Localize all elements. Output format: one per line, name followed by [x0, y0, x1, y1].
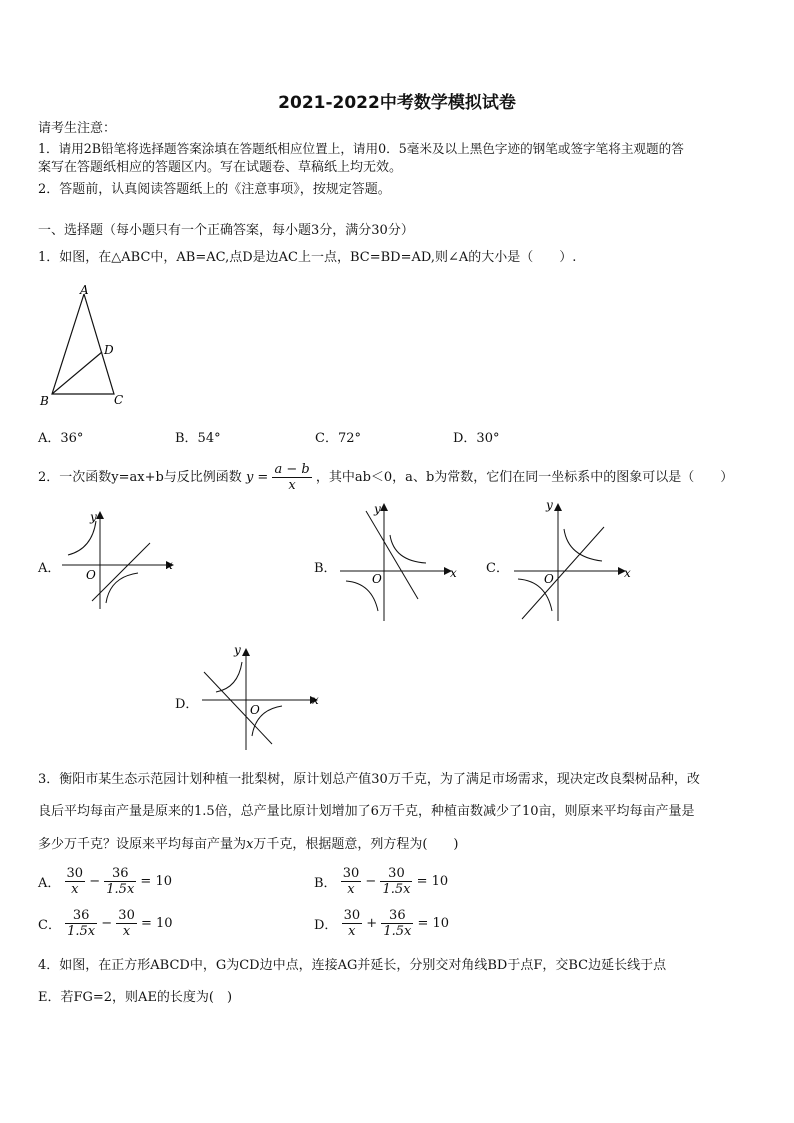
fraction-1: $\frac{30}{x}$ — [66, 866, 84, 897]
equation-rhs: = 10 — [417, 916, 450, 931]
q3-line3-a: 多少万千克？设原来平均每亩产量为 — [38, 837, 247, 852]
operator: − — [101, 916, 113, 931]
origin-label: O — [544, 572, 554, 586]
question-3-line-1: 3．衡阳市某生态示范园计划种植一批梨树，原计划总产值30万千克，为了满足市场需求，现决定改良梨树品种，改 — [38, 772, 700, 787]
q2-graph-c — [508, 495, 638, 625]
q2-frac-numerator: a − b — [274, 462, 310, 477]
notice-line-1b: 案写在答题纸相应的答题区内。写在试题卷、草稿纸上均无效。 — [38, 160, 403, 175]
q2-fraction — [272, 462, 311, 493]
q1-option-b[interactable]: B．54° — [175, 431, 221, 446]
q3-option-b[interactable] — [314, 866, 448, 897]
axis-y-label: y — [546, 498, 553, 512]
operator: − — [89, 874, 101, 889]
fraction-2: $\frac{30}{1.5x}$ — [382, 866, 411, 897]
origin-label: O — [250, 703, 260, 717]
notice-line-2: 2．答题前，认真阅读答题纸上的《注意事项》，按规定答题。 — [38, 182, 391, 197]
question-4-line-1: 4．如图，在正方形ABCD中，G为CD边中点，连接AG并延长，分别交对角线BD于点F，交BC边延长线于点 — [38, 958, 667, 973]
fraction-1: $\frac{30}{x}$ — [342, 866, 360, 897]
axis-y-label: y — [234, 643, 241, 657]
vertex-label-d: D — [104, 343, 114, 357]
fraction-1: $\frac{36}{1.5x}$ — [67, 908, 96, 939]
q3-line3-b: 万千克，根据题意，列方程为( ) — [253, 837, 459, 852]
origin-label: O — [372, 572, 382, 586]
section-heading: 一、选择题（每小题只有一个正确答案，每小题3分，满分30分） — [38, 223, 414, 238]
axis-x-label: x — [624, 566, 631, 580]
axis-x-label: x — [450, 566, 457, 580]
option-label: D． — [314, 918, 338, 933]
q2-option-d-label[interactable]: D． — [175, 697, 199, 712]
equation-rhs: = 10 — [140, 874, 172, 889]
question-3-line-3 — [38, 836, 459, 854]
option-label: C． — [38, 918, 61, 933]
q1-triangle-figure — [36, 280, 136, 410]
option-label: A． — [38, 876, 61, 891]
q3-option-a[interactable] — [38, 866, 172, 897]
fraction-1: $\frac{30}{x}$ — [343, 908, 361, 939]
fraction-2: $\frac{30}{x}$ — [118, 908, 135, 939]
q2-graph-d — [198, 640, 328, 752]
question-2-text — [38, 462, 733, 493]
fraction-2: $\frac{36}{1.5x}$ — [383, 908, 412, 939]
q1-option-d[interactable]: D．30° — [453, 431, 500, 446]
vertex-label-b: B — [40, 394, 49, 408]
segment-bd — [52, 352, 102, 394]
operator: − — [365, 874, 377, 889]
q2-graph-a — [58, 505, 182, 613]
q3-option-c[interactable] — [38, 908, 173, 939]
equation-rhs: = 10 — [140, 916, 173, 931]
q3-option-d[interactable] — [314, 908, 449, 939]
axis-y-label: y — [374, 502, 381, 516]
notice-line-1a: 1．请用2B铅笔将选择题答案涂填在答题纸相应位置上，请用0．5毫米及以上黑色字迹的钢笔或签字笔将主观题的答 — [38, 141, 684, 156]
operator: + — [366, 916, 378, 931]
q2-graph-b — [334, 495, 464, 625]
q1-option-c[interactable]: C．72° — [315, 431, 361, 446]
axis-y-label: y — [90, 510, 97, 524]
q2-option-b-label[interactable]: B． — [314, 561, 337, 576]
equation-rhs: = 10 — [416, 874, 449, 889]
vertex-label-a: A — [80, 283, 89, 297]
q2-text-b: ，其中ab＜0，a、b为常数，它们在同一坐标系中的图象可以是（ ） — [315, 470, 734, 485]
q2-text-a: 2．一次函数y=ax+b与反比例函数 — [38, 470, 242, 485]
option-label: B． — [314, 876, 337, 891]
origin-label: O — [86, 568, 96, 582]
fraction-2: $\frac{36}{1.5x}$ — [106, 866, 135, 897]
page-title: 2021-2022中考数学模拟试卷 — [278, 93, 516, 113]
question-3-line-2: 良后平均每亩产量是原来的1.5倍，总产量比原计划增加了6万千克，种植亩数减少了10亩，则原来平均每亩产量是 — [38, 804, 695, 819]
question-1-text: 1．如图，在△ABC中，AB=AC,点D是边AC上一点，BC=BD=AD,则∠A的大小是（ ）. — [38, 250, 577, 265]
q2-y-eq: y = — [245, 469, 269, 485]
q3-variable-x: x — [246, 837, 254, 852]
q2-option-a-label[interactable]: A． — [38, 561, 61, 576]
axis-x-label: x — [166, 558, 173, 572]
notice-heading: 请考生注意： — [38, 121, 117, 136]
axis-x-label: x — [312, 693, 319, 707]
q2-frac-denominator: x — [288, 478, 296, 493]
question-4-line-2: E．若FG=2，则AE的长度为( ) — [38, 990, 233, 1005]
q1-option-a[interactable]: A．36° — [38, 431, 84, 446]
q2-option-c-label[interactable]: C． — [486, 561, 509, 576]
vertex-label-c: C — [114, 393, 124, 407]
